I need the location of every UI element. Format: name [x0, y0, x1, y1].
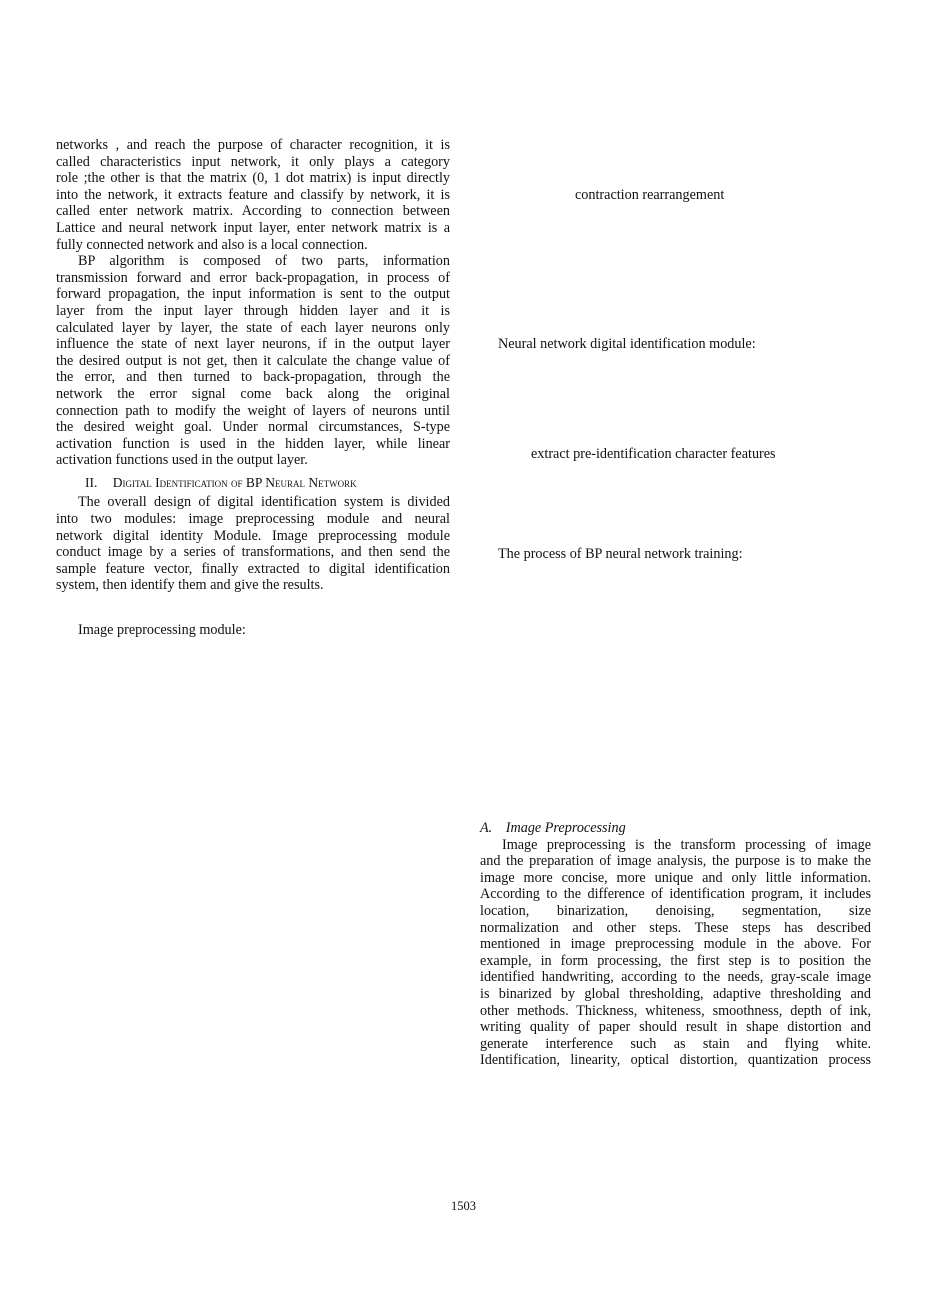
left-column [56, 137, 450, 594]
text-line: network digital identity Module. Image preprocessing module [56, 527, 450, 544]
text-line: sample feature vector, finally extracted to digital identification [56, 560, 450, 577]
text-line: normalization and other steps. These steps has described [480, 919, 871, 936]
section-title: Digital Identification of BP Neural Network [112, 474, 357, 490]
section-number: II. [85, 474, 98, 490]
text-line: mentioned in image preprocessing module in the above. For [480, 936, 871, 953]
text-line: transmission forward and error back-propagation, in process of [56, 269, 450, 286]
text-line: is binarized by global thresholding, adaptive thresholding and [480, 985, 871, 1002]
text-line: into the network, it extracts feature and classify by network, it is [56, 186, 450, 203]
text-line: fully connected network and also is a local connection. [56, 236, 368, 253]
text-line: activation functions used in the output layer. [56, 452, 308, 469]
paragraph-image-preprocessing [480, 837, 871, 1069]
page-number: 1503 [451, 1199, 476, 1213]
text-line: image more concise, more unique and only little information. [480, 869, 871, 886]
text-line: system, then identify them and give the results. [56, 577, 324, 594]
subsection-heading [480, 820, 871, 837]
text-line: Identification, linearity, optical distortion, quantization process [480, 1052, 871, 1069]
text-line: connection path to modify the weight of layers of neurons until [56, 402, 450, 419]
figure-label-image-preprocessing: Image preprocessing module: [78, 622, 246, 638]
text-line: generate interference such as stain and flying white. [480, 1035, 871, 1052]
text-line: into two modules: image preprocessing module and neural [56, 511, 450, 528]
text-line: forward propagation, the input information is sent to the output [56, 286, 450, 303]
paragraph-input-networks [56, 137, 450, 253]
section-heading [56, 475, 450, 492]
text-line: called characteristics input network, it only plays a category [56, 153, 450, 170]
text-line: location, binarization, denoising, segmentation, size [480, 902, 871, 919]
text-line: The overall design of digital identification system is divided [78, 494, 450, 511]
figure-text-extract-features: extract pre-identification character features [531, 446, 776, 462]
text-line: network the error signal come back along the original [56, 385, 450, 402]
text-line: networks , and reach the purpose of character recognition, it is [56, 137, 450, 153]
text-line: activation function is used in the hidden layer, while linear [56, 435, 450, 452]
right-column [480, 820, 871, 1069]
text-line: BP algorithm is composed of two parts, information [78, 253, 450, 270]
text-line: role ;the other is that the matrix (0, 1 dot matrix) is input directly [56, 170, 450, 187]
text-line: the error, and then turned to back-propagation, through the [56, 369, 450, 386]
text-line: conduct image by a series of transformations, and then send the [56, 544, 450, 561]
paragraph-overall-design [56, 494, 450, 594]
text-line: According to the difference of identification program, it includes [480, 886, 871, 903]
text-line: called enter network matrix. According to connection between [56, 203, 450, 220]
text-line: example, in form processing, the first step is to position the [480, 952, 871, 969]
text-line: Lattice and neural network input layer, enter network matrix is a [56, 219, 450, 236]
paragraph-bp-algorithm [56, 253, 450, 469]
text-line: influence the state of next layer neurons, if in the output layer [56, 336, 450, 353]
subsection-letter: A. [480, 820, 493, 836]
text-line: writing quality of paper should result in shape distortion and [480, 1019, 871, 1036]
text-line: and the preparation of image analysis, the purpose is to make the [480, 853, 871, 870]
figure-text-contraction: contraction rearrangement [575, 187, 725, 203]
text-line: other methods. Thickness, whiteness, smoothness, depth of ink, [480, 1002, 871, 1019]
subsection-title: Image Preprocessing [505, 820, 626, 836]
text-line: Image preprocessing is the transform processing of image [502, 836, 871, 853]
figure-label-nn-module: Neural network digital identification module: [498, 336, 756, 352]
text-line: layer from the input layer through hidden layer and it is [56, 302, 450, 319]
text-line: identified handwriting, according to the needs, gray-scale image [480, 969, 871, 986]
figure-label-bp-training: The process of BP neural network training: [498, 546, 743, 562]
text-line: the desired weight goal. Under normal circumstances, S-type [56, 419, 450, 436]
text-line: calculated layer by layer, the state of each layer neurons only [56, 319, 450, 336]
text-line: the desired output is not get, then it calculate the change value of [56, 352, 450, 369]
